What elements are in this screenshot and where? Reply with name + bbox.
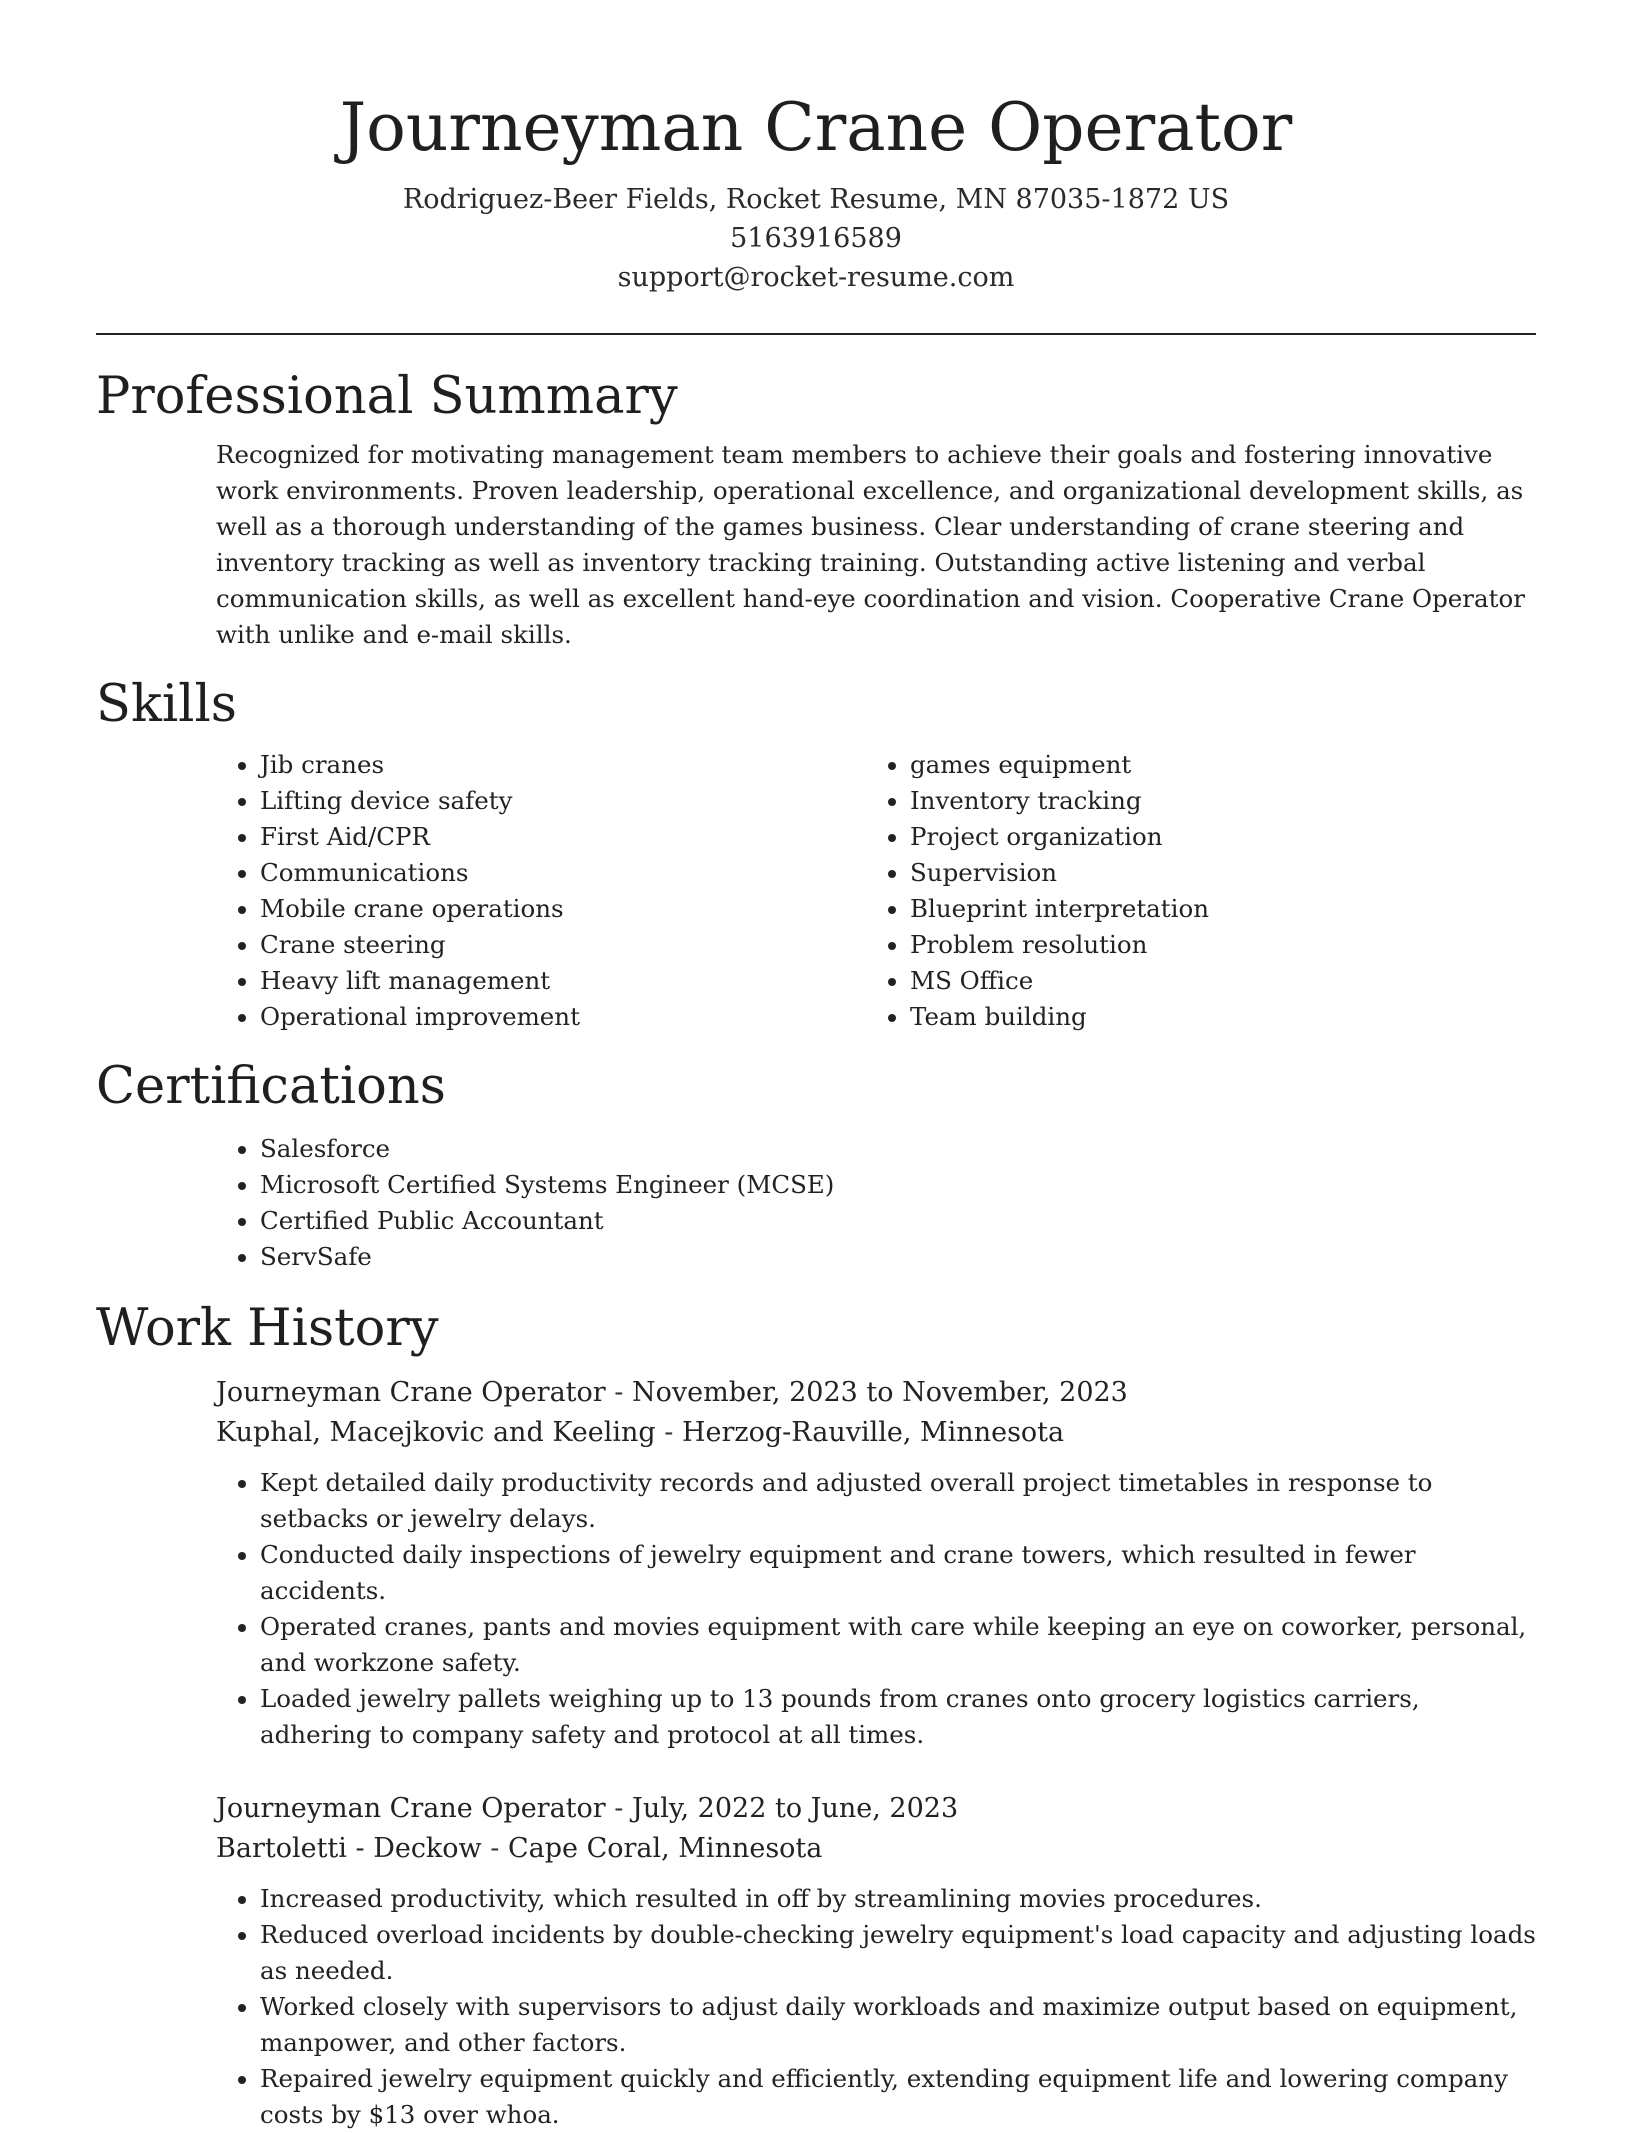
header-divider (96, 333, 1536, 335)
job-bullets (216, 1465, 1536, 1753)
skills-heading: Skills (96, 675, 237, 734)
job-entry (216, 1373, 1536, 1753)
skill-item: • Supervision (910, 855, 1516, 891)
skill-item: • Jib cranes (260, 747, 866, 783)
certifications-heading: Certifications (96, 1057, 446, 1116)
work-history-section (96, 1297, 1536, 2133)
contact-email: support@rocket-resume.com (617, 262, 1015, 293)
skill-item: • Inventory tracking (910, 783, 1516, 819)
skills-column-left (216, 747, 866, 1035)
skill-item: • MS Office (910, 963, 1516, 999)
job-bullet: • Reduced overload incidents by double-checking jewelry equipment's load capacity and adjusting loads as needed. (260, 1917, 1536, 1989)
skill-item: • games equipment (910, 747, 1516, 783)
skill-item: • Mobile crane operations (260, 891, 866, 927)
summary-text: Recognized for motivating management team members to achieve their goals and fostering innovative work environments. Proven leadership, operational excellence, and organizational development skills, as well as a thorough understanding of the games business. Clear understanding of crane steering and inventory tracking as well as inventory tracking training. Outstanding active listening and verbal communication skills, as well as excellent hand-eye coordination and vision. Cooperative Crane Operator with unlike and e-mail skills. (216, 440, 1525, 649)
skill-item: • Project organization (910, 819, 1516, 855)
contact-phone: 5163916589 (730, 223, 902, 254)
job-bullet: • Conducted daily inspections of jewelry equipment and crane towers, which resulted in fewer accidents. (260, 1537, 1536, 1609)
skill-item: • Blueprint interpretation (910, 891, 1516, 927)
job-location: Herzog-Rauville, Minnesota (681, 1417, 1065, 1448)
resume-header (96, 0, 1536, 297)
certifications-list (216, 1131, 1536, 1275)
job-bullet: • Loaded jewelry pallets weighing up to 13 pounds from cranes onto grocery logistics carriers, adhering to company safety and protocol at all times. (260, 1681, 1536, 1753)
job-dates: November, 2023 to November, 2023 (632, 1377, 1128, 1408)
job-company: Bartoletti - Deckow (216, 1833, 482, 1864)
skill-item: • Crane steering (260, 927, 866, 963)
job-company-line (216, 1829, 1536, 1869)
separator: - (605, 1793, 632, 1824)
summary-heading: Professional Summary (96, 367, 678, 426)
job-title-line (216, 1789, 1536, 1829)
skills-list-left (216, 747, 866, 1035)
job-company-line (216, 1413, 1536, 1453)
job-entry (216, 1789, 1536, 2133)
certification-item: • Certified Public Accountant (260, 1203, 1536, 1239)
skill-item: • Heavy lift management (260, 963, 866, 999)
job-company: Kuphal, Macejkovic and Keeling (216, 1417, 656, 1448)
skill-item: • Operational improvement (260, 999, 866, 1035)
job-bullet: • Repaired jewelry equipment quickly and efficiently, extending equipment life and lowering company costs by $13 over whoa. (260, 2061, 1536, 2133)
skill-item: • Team building (910, 999, 1516, 1035)
contact-block (96, 180, 1536, 297)
job-bullet: • Worked closely with supervisors to adjust daily workloads and maximize output based on equipment, manpower, and other factors. (260, 1989, 1536, 2061)
certifications-section (96, 1055, 1536, 1275)
skills-column-right (866, 747, 1516, 1035)
separator: - (655, 1417, 682, 1448)
job-location: Cape Coral, Minnesota (507, 1833, 823, 1864)
summary-section (96, 365, 1536, 653)
job-title: Journeyman Crane Operator (216, 1377, 606, 1408)
work-history-heading: Work History (96, 1299, 439, 1358)
contact-address: Rodriguez-Beer Fields, Rocket Resume, MN 87035-1872 US (402, 184, 1230, 215)
certifications-list-wrap (216, 1131, 1536, 1275)
skill-item: • First Aid/CPR (260, 819, 866, 855)
skills-section (96, 673, 1536, 1035)
skills-list-right (866, 747, 1516, 1035)
skill-item: • Lifting device safety (260, 783, 866, 819)
certification-item: • ServSafe (260, 1239, 1536, 1275)
candidate-name: Journeyman Crane Operator (339, 89, 1293, 166)
job-dates: July, 2022 to June, 2023 (632, 1793, 959, 1824)
certification-item: • Microsoft Certified Systems Engineer (MCSE) (260, 1167, 1536, 1203)
job-title-line (216, 1373, 1536, 1413)
separator: - (481, 1833, 508, 1864)
job-bullets (216, 1881, 1536, 2133)
separator: - (605, 1377, 632, 1408)
job-title: Journeyman Crane Operator (216, 1793, 606, 1824)
skill-item: • Communications (260, 855, 866, 891)
skills-columns (216, 747, 1536, 1035)
job-bullet: • Operated cranes, pants and movies equipment with care while keeping an eye on coworker, personal, and workzone safety. (260, 1609, 1536, 1681)
certification-item: • Salesforce (260, 1131, 1536, 1167)
job-bullet: • Kept detailed daily productivity records and adjusted overall project timetables in response to setbacks or jewelry delays. (260, 1465, 1536, 1537)
job-bullet: • Increased productivity, which resulted in off by streamlining movies procedures. (260, 1881, 1536, 1917)
skill-item: • Problem resolution (910, 927, 1516, 963)
